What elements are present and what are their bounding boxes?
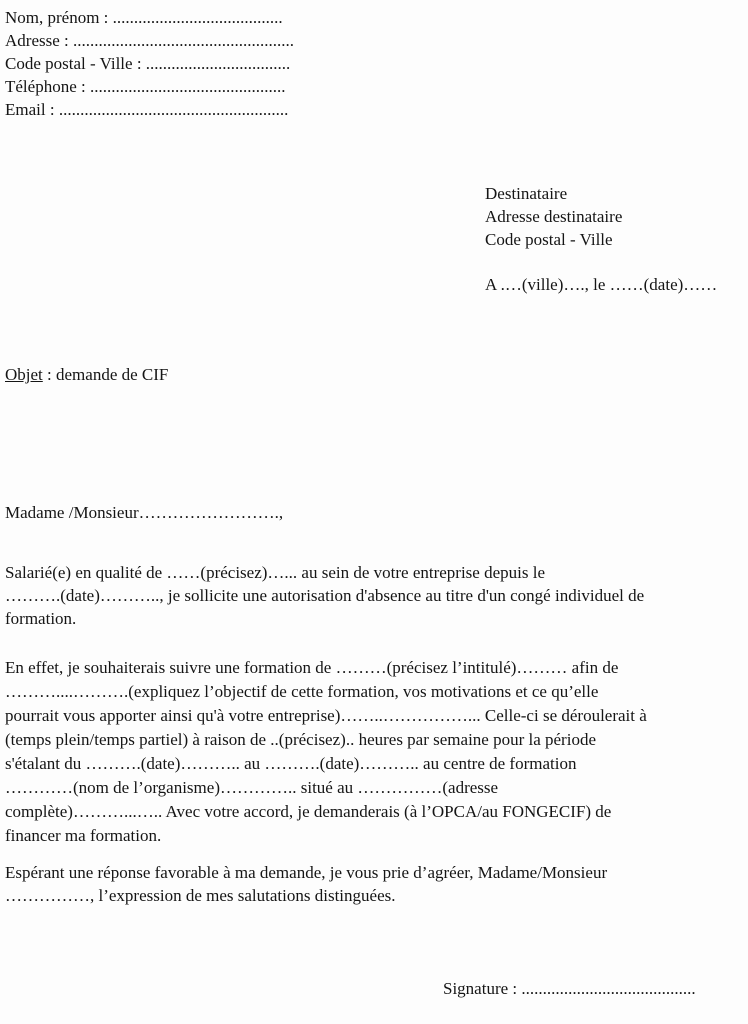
paragraph-line: …………(nom de l’organisme)………….. situé au ……………(adresse xyxy=(5,778,499,797)
paragraph-line: financer ma formation. xyxy=(5,826,162,845)
paragraph-closing xyxy=(5,861,747,907)
place-date-line: A .…(ville)…., le ……(date)…… xyxy=(485,275,718,294)
subject-separator: : xyxy=(42,365,57,384)
recipient-address-line: Adresse destinataire xyxy=(485,207,623,226)
recipient-postal-city-line: Code postal - Ville xyxy=(485,230,613,249)
paragraph-line: s'étalant du ……….(date)……….. au ……….(date)……….. au centre de formation xyxy=(5,754,577,773)
paragraph-line: ……….(date)……….., je sollicite une autorisation d'absence au titre d'un congé individuel de xyxy=(5,586,645,605)
recipient-name-line: Destinataire xyxy=(485,184,568,203)
salutation-line: Madame /Monsieur……………………., xyxy=(5,503,284,522)
sender-email-line: Email : ...................................................... xyxy=(5,100,289,119)
subject-label: Objet xyxy=(5,365,43,384)
sender-phone-line: Téléphone : .............................................. xyxy=(5,77,286,96)
sender-block xyxy=(5,6,294,121)
paragraph-line: Espérant une réponse favorable à ma demande, je vous prie d’agréer, Madame/Monsieur xyxy=(5,863,608,882)
paragraph-employment xyxy=(5,561,747,630)
recipient-block xyxy=(485,182,622,251)
sender-address-line: Adresse : .................................................... xyxy=(5,31,294,50)
paragraph-line: En effet, je souhaiterais suivre une formation de ………(précisez l’intitulé)……… afin de xyxy=(5,658,619,677)
paragraph-line: (temps plein/temps partiel) à raison de ..(précisez).. heures par semaine pour la période xyxy=(5,730,596,749)
paragraph-line: ………....……….(expliquez l’objectif de cette formation, vos motivations et ce qu’elle xyxy=(5,682,599,701)
subject-text: demande de CIF xyxy=(56,365,169,384)
paragraph-line: Salarié(e) en qualité de ……(précisez)…... au sein de votre entreprise depuis le xyxy=(5,563,545,582)
sender-name-line: Nom, prénom : ........................................ xyxy=(5,8,283,27)
paragraph-training-details xyxy=(5,656,747,848)
paragraph-line: ……………, l’expression de mes salutations distinguées. xyxy=(5,886,396,905)
paragraph-line: formation. xyxy=(5,609,77,628)
paragraph-line: pourrait vous apporter ainsi qu'à votre entreprise)……..……………... Celle-ci se déroulerait à xyxy=(5,706,647,725)
signature-line: Signature : ......................................... xyxy=(443,979,696,998)
subject-line xyxy=(5,363,168,386)
sender-postal-city-line: Code postal - Ville : .................................. xyxy=(5,54,291,73)
paragraph-line: complète)………...….. Avec votre accord, je demanderais (à l’OPCA/au FONGECIF) de xyxy=(5,802,612,821)
